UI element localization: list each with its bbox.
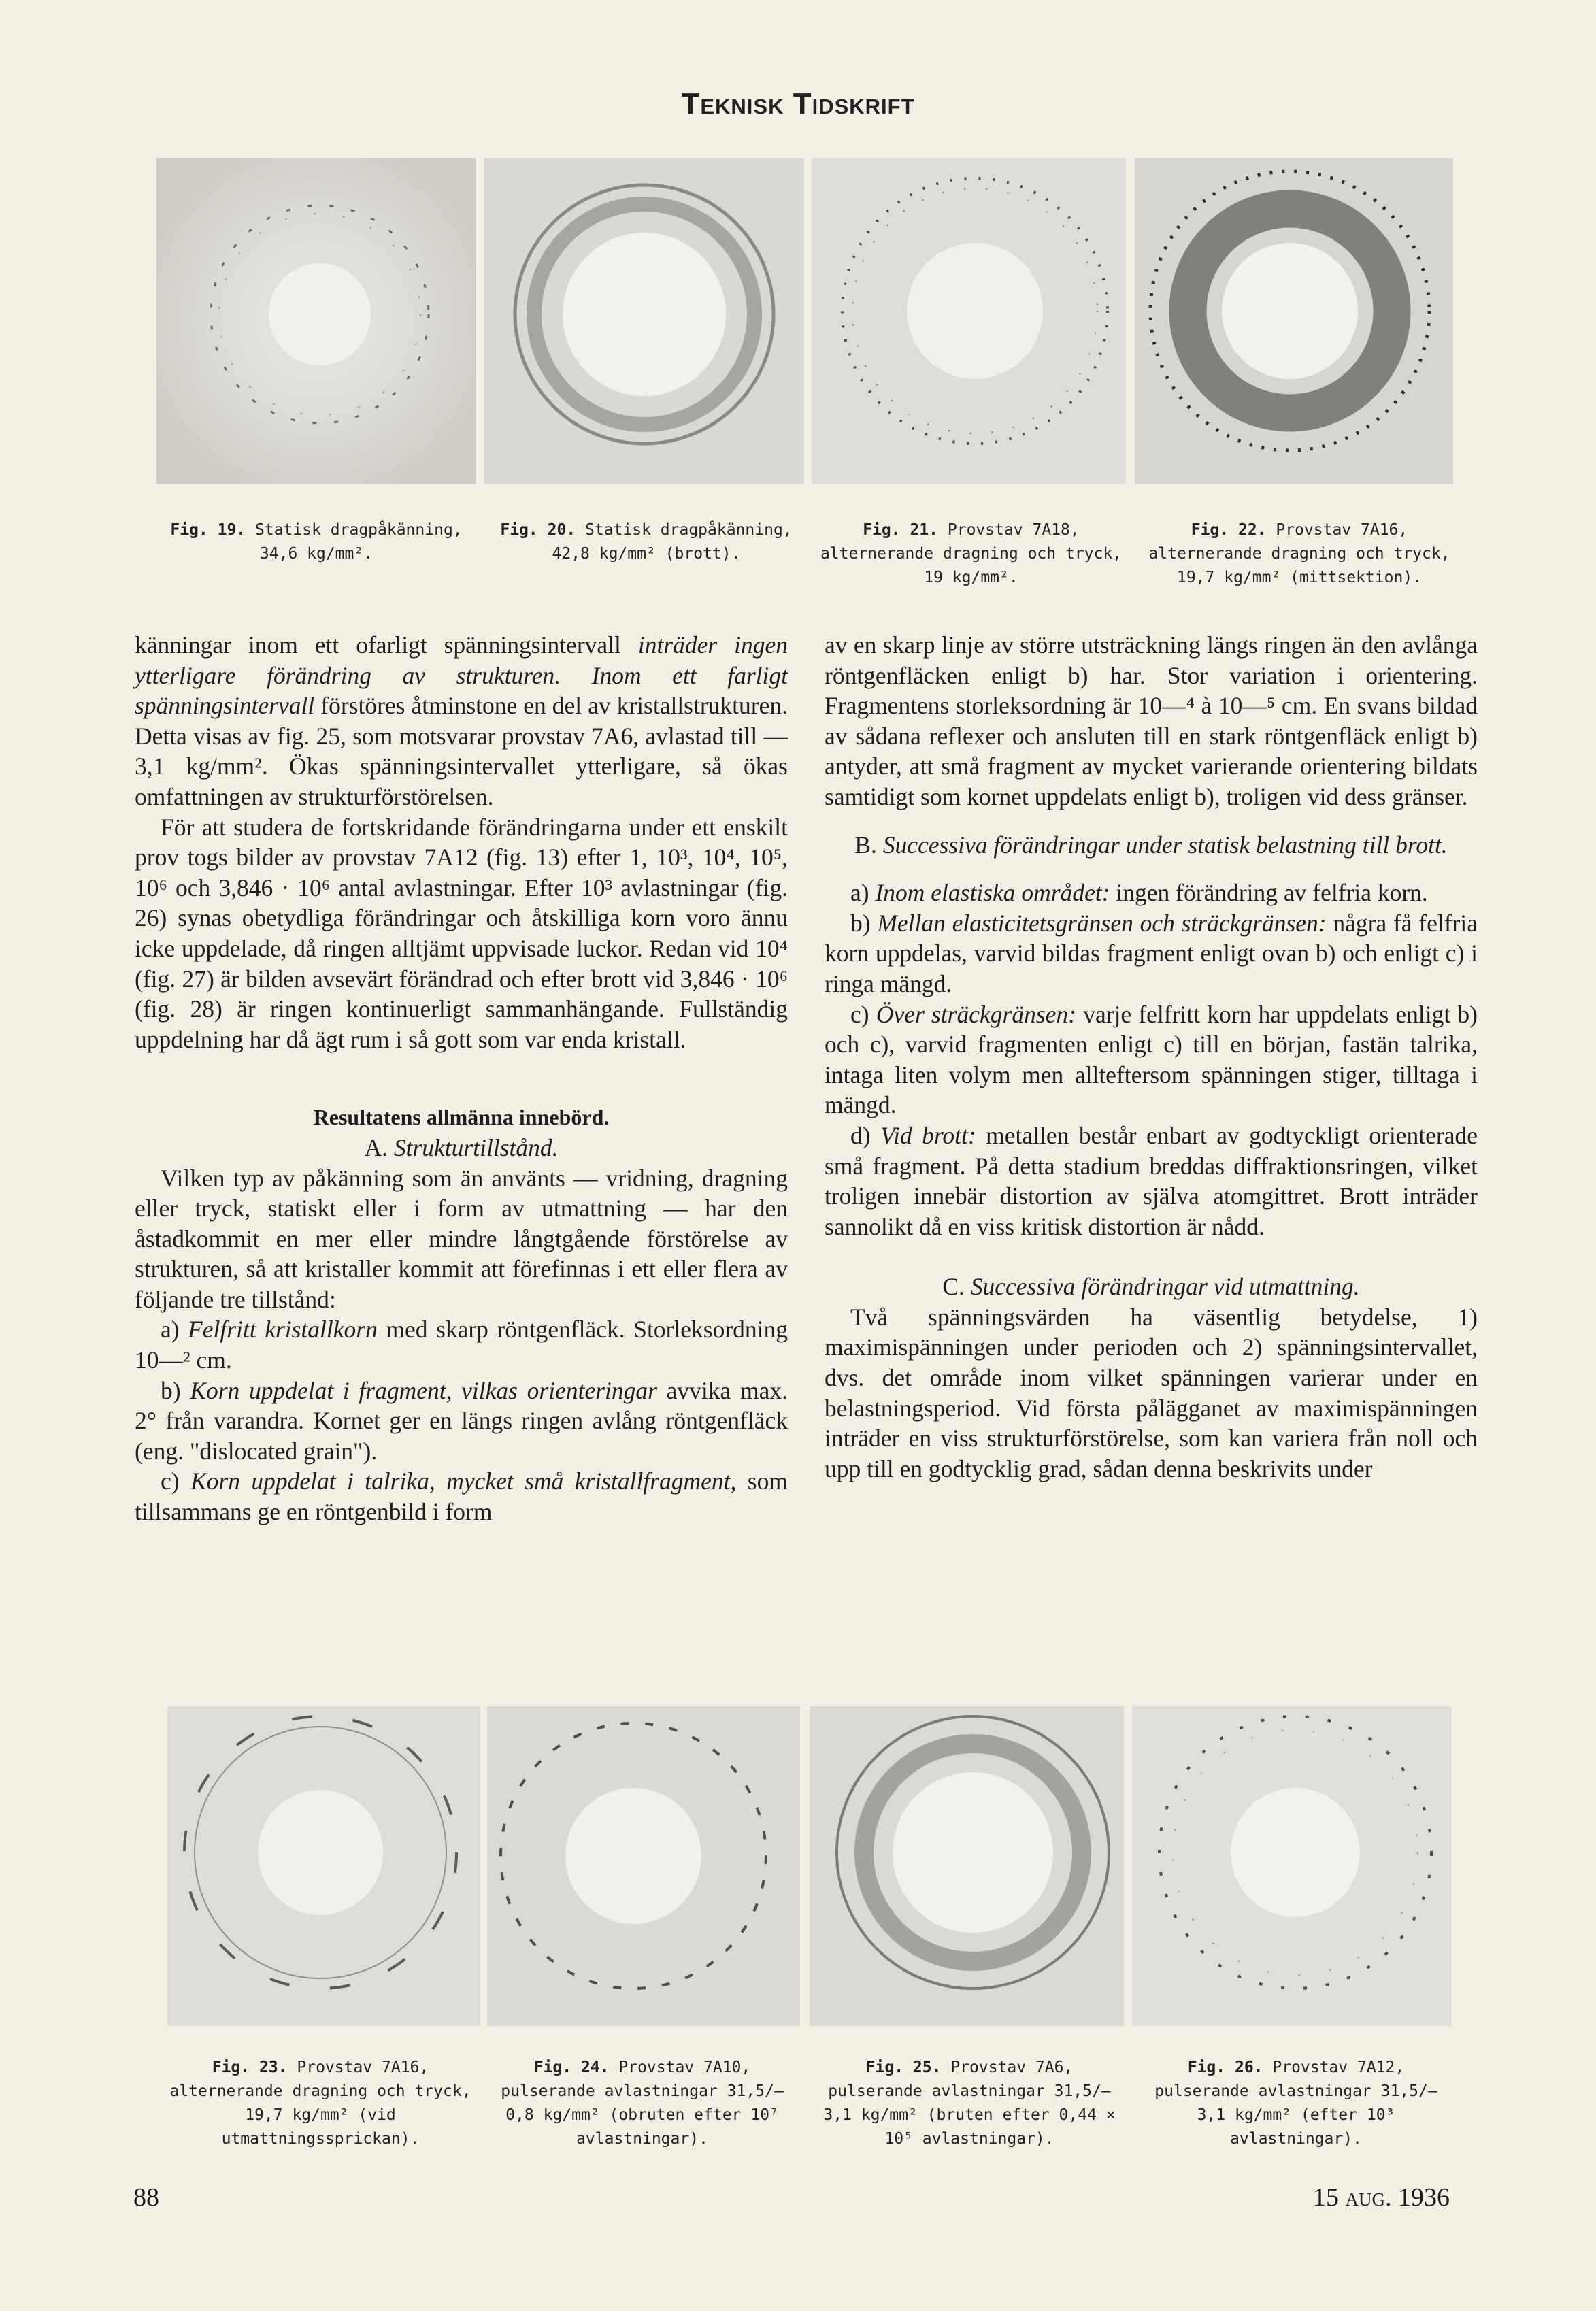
- emphasis-text: inträder ingen ytterligare förändring av strukturen. Inom ett farligt spänningsintervall: [135, 631, 788, 720]
- text-run: känningar inom ett ofarligt spänningsintervall: [135, 631, 638, 659]
- caption-text: Provstav 7A6, pulserande avlastningar 31,5/—3,1 kg/mm² (bruten efter 0,44 × 10⁵ avlastningar).: [823, 2059, 1116, 2148]
- xray-pattern-image: [1132, 1706, 1452, 2026]
- caption-text: Provstav 7A18, alternerande dragning och tryck, 19 kg/mm².: [820, 521, 1123, 586]
- list-item: [135, 1466, 788, 1527]
- emphasis-text: Mellan elasticitetsgränsen och sträckgränsen:: [877, 909, 1327, 937]
- subsection-heading: [135, 1133, 788, 1163]
- caption-text: Statisk dragpåkänning, 42,8 kg/mm² (brott).: [552, 521, 793, 563]
- subsection-heading: [825, 1271, 1478, 1302]
- caption-text: Statisk dragpåkänning, 34,6 kg/mm².: [255, 521, 463, 563]
- figure-19-photo: [156, 158, 476, 484]
- heading-title: Successiva förändringar under statisk belastning till brott.: [882, 831, 1448, 859]
- xray-pattern-image: [487, 1706, 800, 2026]
- xray-pattern-image: [484, 158, 804, 484]
- figure-23-photo: [167, 1706, 480, 2026]
- item-label: a): [161, 1316, 188, 1344]
- xray-pattern-image: [812, 158, 1126, 484]
- text-run: varje felfritt korn har uppdelats enligt b) och c), varvid fragmenten enligt c) till en början, fastän talrika, intaga liten volym men allteftersom spänningen stiger, tilltaga i mängd.: [825, 1000, 1478, 1119]
- emphasis-text: Vid brott:: [880, 1121, 976, 1149]
- caption-label: Fig. 24.: [533, 2059, 610, 2076]
- text-run: ingen förändring av felfria korn.: [1110, 879, 1428, 907]
- heading-label: A.: [364, 1133, 394, 1161]
- issue-date: 15 aug. 1936: [1313, 2183, 1450, 2212]
- emphasis-text: Korn uppdelat i talrika, mycket små kristallfragment,: [190, 1467, 737, 1495]
- xray-pattern-image: [167, 1706, 480, 2026]
- right-text-column: [825, 630, 1478, 1484]
- caption-label: Fig. 20.: [500, 521, 576, 539]
- caption-label: Fig. 22.: [1191, 521, 1267, 539]
- emphasis-text: Korn uppdelat i fragment, vilkas orienteringar: [190, 1376, 657, 1404]
- item-label: b): [850, 909, 878, 937]
- figure-22-caption: [1143, 518, 1456, 590]
- caption-text: Provstav 7A12, pulserande avlastningar 31,5/—3,1 kg/mm² (efter 10³ avlastningar).: [1154, 2059, 1437, 2148]
- text-run: med skarp röntgenfläck. Storleksordning 10—² cm.: [135, 1316, 788, 1374]
- list-item: [825, 878, 1478, 908]
- list-item: [825, 999, 1478, 1120]
- emphasis-text: Inom elastiska området:: [875, 879, 1110, 907]
- journal-header: Teknisk Tidskrift: [681, 87, 915, 120]
- emphasis-text: Över sträckgränsen:: [876, 1000, 1076, 1028]
- item-label: c): [850, 1000, 876, 1028]
- subsection-heading: [825, 830, 1478, 861]
- page-number: 88: [133, 2183, 159, 2212]
- caption-label: Fig. 19.: [170, 521, 246, 539]
- figure-25-caption: [816, 2056, 1123, 2151]
- caption-text: Provstav 7A16, alternerande dragning och tryck, 19,7 kg/mm² (mittsektion).: [1148, 521, 1450, 586]
- emphasis-text: Felfritt kristallkorn: [188, 1316, 378, 1344]
- caption-label: Fig. 26.: [1187, 2059, 1263, 2076]
- figure-25-photo: [810, 1706, 1124, 2026]
- caption-label: Fig. 23.: [212, 2059, 288, 2076]
- paragraph: [135, 630, 788, 812]
- text-run: som tillsammans ge en röntgenbild i form: [135, 1467, 788, 1526]
- paragraph: Vilken typ av påkänning som än använts — vridning, dragning eller tryck, statiskt eller i form av utmattning — har den åstadkommit en mer eller mindre långtgående förstörelse av strukturen, så att kristaller kommit att förefinnas i ett eller flera av följande tre tillstånd:: [135, 1164, 788, 1313]
- xray-pattern-image: [810, 1706, 1124, 2026]
- item-label: a): [850, 879, 876, 907]
- section-heading: Resultatens allmänna innebörd.: [313, 1105, 610, 1130]
- caption-text: Provstav 7A10, pulserande avlastningar 31,5/—0,8 kg/mm² (obruten efter 10⁷ avlastningar).: [501, 2059, 784, 2148]
- text-run: avvika max. 2° från varandra. Kornet ger en längs ringen avlång röntgenfläck (eng. "dislocated grain").: [135, 1376, 788, 1465]
- figure-19-caption: [170, 518, 463, 566]
- figure-21-caption: [820, 518, 1123, 590]
- text-run: förstöres åtminstone en del av kristallstrukturen. Detta visas av fig. 25, som motsvarar provstav 7A6, avlastad till —3,1 kg/mm². Ökas spänningsintervallet ytterligare, så ökas omfattningen av strukturförstörelsen.: [135, 692, 788, 810]
- left-text-column: [135, 630, 788, 1527]
- figure-24-photo: [487, 1706, 800, 2026]
- figure-20-caption: [497, 518, 796, 566]
- text-run: några få felfria korn uppdelas, varvid bildas fragment enligt ovan b) och enligt c) i ringa mängd.: [825, 909, 1478, 997]
- xray-pattern-image: [156, 158, 476, 484]
- figure-23-caption: [167, 2056, 473, 2151]
- list-item: [135, 1314, 788, 1375]
- item-label: b): [161, 1376, 190, 1404]
- paragraph: För att studera de fortskridande förändringarna under ett enskilt prov togs bilder av provstav 7A12 (fig. 13) efter 1, 10³, 10⁴, 10⁵, 10⁶ och 3,846 · 10⁶ antal avlastningar. Efter 10³ avlastningar (fig. 26) synas obetydliga förändringar och åtskilliga korn voro ännu icke uppdelade, då ringen alltjämt uppvisade luckor. Redan vid 10⁴ (fig. 27) är bilden avsevärt förändrad och efter brott vid 3,846 · 10⁶ (fig. 28) är ringen kontinuerligt sammanhängande. Fullständig uppdelning har då ägt rum i så gott som var enda kristall.: [135, 813, 788, 1053]
- figure-21-photo: [812, 158, 1126, 484]
- list-item: [825, 1120, 1478, 1242]
- caption-label: Fig. 21.: [863, 521, 939, 539]
- paragraph: av en skarp linje av större utsträckning längs ringen än den avlånga röntgenfläcken enligt b) har. Stor variation i orientering. Fragmentens storleksordning är 10—⁴ à 10—⁵ cm. En svans bildad av sådana reflexer och ansluten till en stark röntgenfläck enligt b) antyder, att små fragment av mycket varierande orientering bildats samtidigt som kornet uppdelats enligt b), troligen vid dess gränser.: [825, 631, 1478, 810]
- figure-26-caption: [1143, 2056, 1449, 2151]
- text-run: metallen består enbart av godtyckligt orienterade små fragment. På detta stadium breddas diffraktionsringen, vilket troligen innebär distortion av själva atomgittret. Brott inträder sannolikt då en viss kritisk distortion är nådd.: [825, 1121, 1478, 1240]
- list-item: [135, 1376, 788, 1467]
- item-label: d): [850, 1121, 881, 1149]
- figure-26-photo: [1132, 1706, 1452, 2026]
- caption-label: Fig. 25.: [865, 2059, 942, 2076]
- paragraph: Två spänningsvärden ha väsentlig betydelse, 1) maximispänningen under perioden och 2) spänningsintervallet, dvs. det område inom vilket spänningen varierar under en belastningsperiod. Vid första pålägganet av maximispänningen inträder en viss strukturförstörelse, som kan variera från noll och upp till en godtycklig grad, sådan denna beskrivits under: [825, 1303, 1478, 1482]
- heading-title: Strukturtillstånd.: [393, 1133, 559, 1161]
- heading-label: C.: [942, 1273, 971, 1301]
- item-label: c): [161, 1467, 190, 1495]
- heading-label: B.: [854, 831, 883, 859]
- figure-24-caption: [493, 2056, 792, 2151]
- list-item: [825, 908, 1478, 999]
- caption-text: Provstav 7A16, alternerande dragning och tryck, 19,7 kg/mm² (vid utmattningssprickan).: [169, 2059, 471, 2148]
- xray-pattern-image: [1135, 158, 1453, 484]
- figure-20-photo: [484, 158, 804, 484]
- figure-22-photo: [1135, 158, 1453, 484]
- heading-title: Successiva förändringar vid utmattning.: [970, 1273, 1360, 1301]
